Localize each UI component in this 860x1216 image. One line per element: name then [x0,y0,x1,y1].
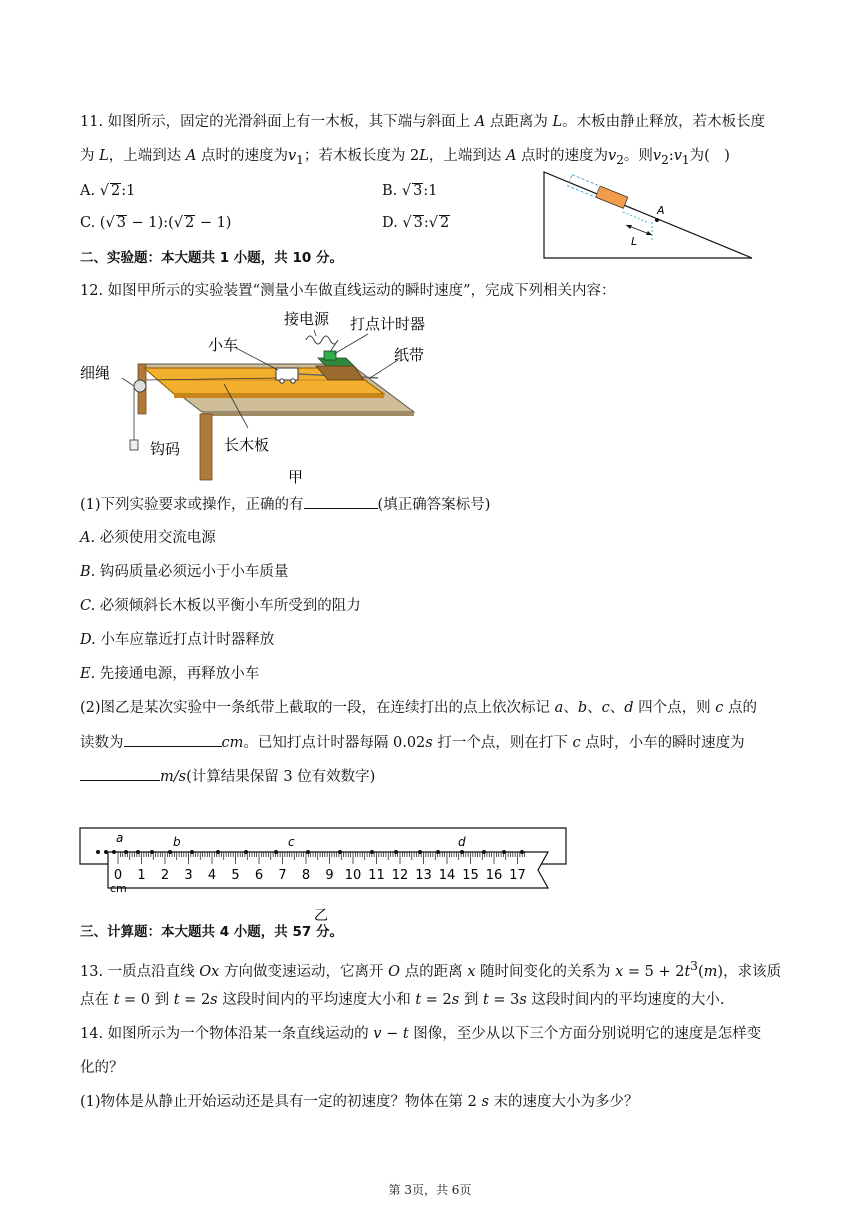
q12-option-d[interactable] [80,630,274,650]
text: 点时，小车的瞬时速度为 [580,735,745,751]
fig-label-timer: 打点计时器 [350,315,426,333]
text: ( [697,963,704,980]
var-L: L [99,148,109,164]
q12-option-e[interactable] [80,664,259,684]
q12-option-c[interactable] [80,596,361,616]
ruler-tick-label: 5 [231,868,240,883]
ruler-tick-label: 11 [368,868,385,883]
text: 点在 [80,992,114,1008]
var-v: v [652,148,662,164]
text: 为( ) [689,148,730,164]
tape-dot [306,850,310,854]
ruler-tick-label: 15 [462,868,479,883]
radicand: 3 [413,215,423,231]
table-leg [200,414,212,480]
tape-dot [104,850,108,854]
text: 先接通电源，再释放小车 [95,666,260,682]
cart [276,368,298,380]
fig-label-weight: 钩码 [150,440,181,458]
ruler-tick-label: 10 [344,868,362,883]
tape-dot [124,850,128,854]
radicand: 2 [110,183,121,199]
q13-line1 [80,956,781,982]
pulley [134,380,146,392]
fig-label-power: 接电源 [284,310,330,328]
var-t: t [173,992,180,1008]
text: 方向做变速运动，它离开 [219,963,389,980]
text: 。已知打点计时器每隔 0.02 [243,735,426,751]
tape-dot [150,850,154,854]
text: 必须使用交流电源 [95,530,216,546]
tape-dot [190,850,194,854]
sub: 2 [661,152,669,167]
text: 小车应靠近打点计时器释放 [95,632,275,648]
q14-line1 [80,1024,761,1044]
answer-blank-1[interactable] [304,494,378,509]
text: :1 [121,183,136,199]
q11-option-c[interactable]: C. (√ 3 − 1):(√ 2 − 1) [80,215,232,231]
text: 随时间变化的关系为 [475,963,616,980]
var-A: A [185,148,197,164]
fig-caption-jia: 甲 [288,468,304,486]
answer-blank-3[interactable] [80,766,160,781]
radicand: 3 [413,183,423,199]
q12-part2-line3 [80,766,375,787]
ruler-tick-label: 14 [438,868,456,883]
var-o: O [388,963,400,980]
text: :1 [423,183,438,199]
var-vt: v − t [373,1026,409,1042]
var-d: d [624,700,634,716]
q12-intro: 12. 如图甲所示的实验装置“测量小车做直线运动的瞬时速度”，完成下列相关内容： [80,283,616,299]
text: 13. 一质点沿直线 [80,963,200,980]
var-ox: Ox [199,963,220,980]
label: E. [80,666,96,682]
fig-label-l: L [631,235,638,248]
tape-label-b: b [173,835,181,849]
tape-dot [96,850,100,854]
tape-dot [482,850,486,854]
radicand: 2 [439,215,450,231]
tape-dot [136,850,140,854]
text: = 3 [488,992,520,1008]
tape-label-a: a [116,831,124,845]
var-x: x [467,963,476,980]
fig-label-board: 长木板 [224,436,270,454]
text: (1)物体是从静止开始运动还是具有一定的初速度？物体在第 2 [80,1094,482,1110]
tape-dot [520,850,524,854]
tape-dot [394,850,398,854]
text: 为 [80,148,100,164]
text: 点时的速度为 [516,148,609,164]
tape-label-d: d [458,835,466,849]
section-2-heading: 二、实验题：本大题共 1 小题，共 10 分。 [80,250,343,266]
ruler-tick-label: 13 [415,868,432,883]
ruler-tick-label: 17 [509,868,526,883]
fig-label-rope: 细绳 [80,364,111,382]
tape-dot [244,850,248,854]
label: B. [382,183,402,199]
var-A: A [474,114,486,130]
text: (计算结果保留 3 位有效数字) [186,769,376,785]
exp: 3 [690,959,698,973]
text: = 0 到 [119,992,174,1008]
text: 末的速度大小为多少？ [488,1094,639,1110]
text: ，上端到达 [428,148,506,164]
text: 11. 如图所示，固定的光滑斜面上有一木板，其下端与斜面上 [80,114,475,130]
text: 钩码质量必须远小于小车质量 [95,564,289,580]
tape-dot [112,850,116,854]
text: 、 [609,700,625,716]
q12-part1 [80,494,490,515]
sub: 1 [296,152,304,167]
text: = 5 + 2 [623,963,685,980]
text: ，上端到达 [108,148,186,164]
tape-dot [502,850,506,854]
var-L: L [552,114,563,130]
text: − 1) [195,215,232,231]
text: : [423,215,429,231]
sub: 2 [616,152,624,167]
ruler-tick-label: 8 [301,868,311,883]
q12-part2-line1 [80,698,757,718]
ruler-tick-label: 6 [254,868,264,883]
ruler-tick-label: 16 [485,868,503,883]
text: 到 [459,992,483,1008]
var-c: c [601,700,610,716]
ruler-tick-label: 1 [137,868,146,883]
radicand: 2 [184,215,195,231]
text: 、 [587,700,602,716]
section-3-heading: 三、计算题：本大题共 4 小题，共 57 分。 [80,924,343,940]
q14-line3: (1)物体是从静止开始运动还是具有一定的初速度？物体在第 2 s 末的速度大小为多少？ [80,1094,639,1110]
q12-part2-line2 [80,732,745,753]
radicand: 3 [116,215,126,231]
fig-caption-yi: 乙 [314,908,328,924]
text: 、 [563,700,578,716]
text: 点时的速度为 [196,148,288,164]
var-t: t [684,963,691,980]
var-a: a [554,700,564,716]
var-v: v [608,148,617,164]
wood-board [596,186,628,208]
ruler-unit: cm [110,882,127,895]
q14-line2: 化的？ [80,1060,124,1076]
text: 点的 [723,700,757,716]
var-t: t [482,992,489,1008]
tape-dot [370,850,374,854]
text: (1)下列实验要求或操作，正确的有 [80,497,304,513]
label: C. [80,598,96,614]
q12-option-b[interactable] [80,562,288,582]
var-c: c [715,700,724,716]
var-A: A [505,148,517,164]
var-L: L [419,148,429,164]
q11-option-a[interactable]: A. √ 2:1 [80,183,136,199]
text: − 1):( [126,215,174,231]
unit-s: s [425,735,433,751]
q13-line2: 点在 t = 0 到 t = 2s 这段时间内的平均速度大小和 t = 2s 到 t = 3s 这段时间内的平均速度的大小. [80,992,725,1008]
ruler-figure [78,822,570,924]
tape-dot [274,850,278,854]
text: 四个点，则 [633,700,716,716]
tape-dot [168,850,172,854]
tape-dot [460,850,464,854]
text: 打一个点，则在打下 [432,735,573,751]
text: : [668,148,674,164]
text: 读数为 [80,735,124,751]
ruler-tick-label: 7 [278,868,287,883]
text: 点的距离 [399,963,468,980]
text: 。木板由静止释放，若木板长度 [562,114,766,130]
hook-weight [130,440,138,450]
unit-cm: cm [221,735,244,751]
text: = 2 [421,992,452,1008]
tape-dot [436,850,440,854]
text: 图像，至少从以下三个方面分别说明它的速度是怎样变 [408,1026,762,1042]
unit-m: m [703,963,718,980]
q11-line2 [80,146,730,170]
text: ) [717,963,724,980]
var-v: v [673,148,682,164]
text: 这段时间内的平均速度大小和 [217,992,416,1008]
text: (填正确答案标号) [377,497,491,513]
var-t: t [113,992,120,1008]
var-b: b [577,700,588,716]
text: = 2 [179,992,211,1008]
tape-dot [216,850,220,854]
point-a-dot [655,218,659,222]
q11-option-b[interactable]: B. √ 3:1 [382,183,438,199]
label: C. ( [80,215,106,231]
text: ；若木板长度为 2 [303,148,420,164]
ruler-tick-label: 0 [113,868,123,883]
ruler-tick-label: 2 [160,868,170,883]
ruler-tick-label: 12 [391,868,409,883]
text: 14. 如图所示为一个物体沿某一条直线运动的 [80,1026,374,1042]
label: A. [80,530,96,546]
q12-option-a[interactable] [80,528,216,548]
var-c: c [572,735,581,751]
fig-label-cart: 小车 [208,336,239,354]
text: 这段时间内的平均速度的大小. [526,992,725,1008]
tape-label-c: c [288,835,295,849]
tape-dot [338,850,342,854]
text: 。则 [623,148,653,164]
sub: 1 [681,152,690,167]
fig-label-a: A [657,204,665,217]
answer-blank-2[interactable] [124,732,222,747]
text: 点距离为 [485,114,553,130]
ruler-tick-label: 9 [325,868,334,883]
q11-line1 [80,112,765,132]
tape-dot [418,850,422,854]
fig-label-tape: 纸带 [394,346,425,364]
label: D. [382,215,403,231]
text: (2)图乙是某次实验中一条纸带上截取的一段，在连续打出的点上依次标记 [80,700,555,716]
unit-ms: m/s [160,769,187,785]
label: A. [80,183,100,199]
ruler-tick-label: 3 [184,868,193,883]
var-v: v [287,148,297,164]
var-t: t [415,992,422,1008]
var-x: x [615,963,624,980]
page-footer: 第 3页，共 6页 [388,1183,472,1197]
text: 必须倾斜长木板以平衡小车所受到的阻力 [95,598,361,614]
apparatus-figure [78,302,453,488]
incline-triangle [544,172,752,258]
q11-option-d[interactable]: D. √ 3:√ 2 [382,215,450,231]
label: D. [80,632,96,648]
ruler-tick-label: 4 [207,868,217,883]
text: ，求该质 [723,963,782,980]
incline-figure [540,168,756,262]
label: B. [80,564,96,580]
